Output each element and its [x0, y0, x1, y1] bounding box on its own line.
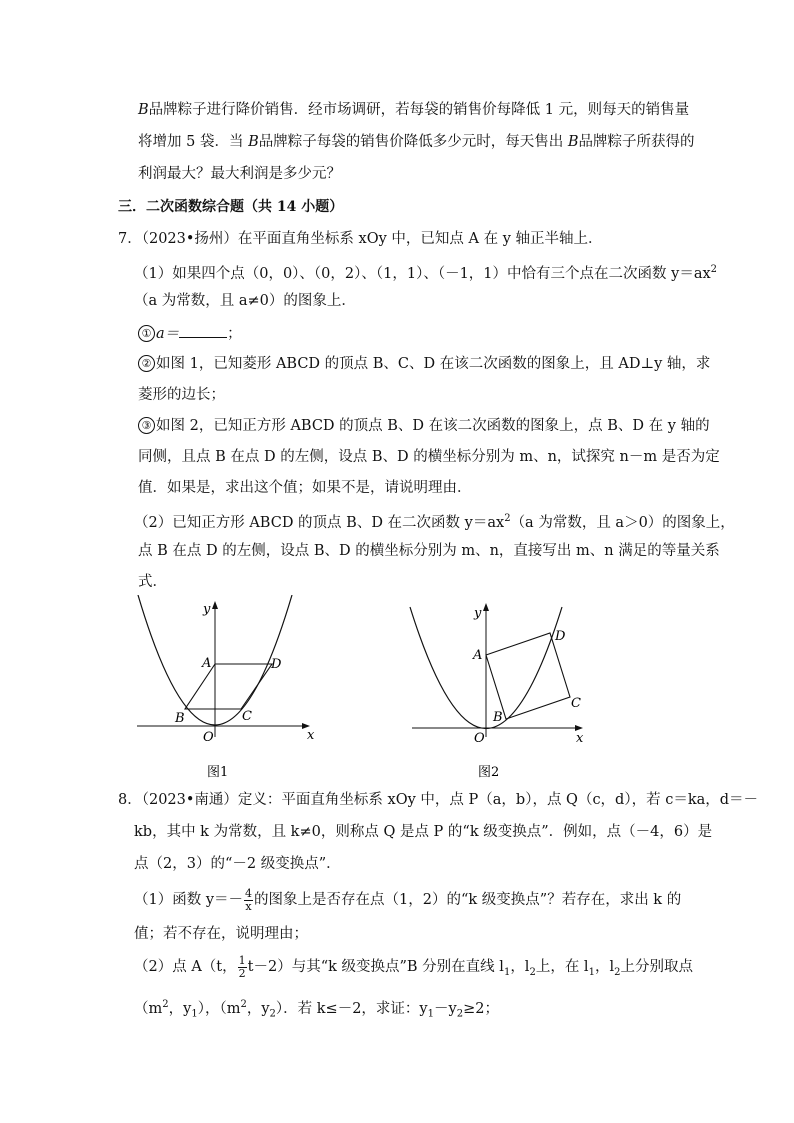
- text: 点（2，3）的“－2 级变换点”．: [134, 856, 341, 872]
- answer-blank[interactable]: [179, 323, 227, 338]
- q7-line-12: [138, 573, 167, 591]
- text: kb，其中 k 为常数，且 k≠0，则称点 Q 是点 P 的“k 级变换点”．例如，点（－4，6）是: [134, 824, 713, 840]
- text: B: [138, 102, 149, 118]
- figure-1-caption: 图1: [207, 765, 229, 780]
- q7-line-6: [138, 386, 225, 404]
- circled-number: ①: [138, 325, 155, 342]
- text: t－2）与其“k 级变换点”B 分别在直线 l: [247, 959, 504, 975]
- text: 利润最大？最大利润是多少元？: [138, 166, 341, 182]
- text: 7．（2023•扬州）在平面直角坐标系 xOy 中，已知点 A 在 y 轴正半轴上．: [118, 231, 603, 247]
- point-a-label: A: [473, 648, 483, 663]
- text: （m: [134, 1000, 163, 1017]
- text: 如图 1，已知菱形 ABCD 的顶点 B、C、D 在该二次函数的图象上，且 AD⊥y 轴，求: [156, 356, 711, 372]
- q7-line-10: [134, 510, 735, 532]
- subscript: 2: [456, 1008, 464, 1020]
- circled-number: ③: [138, 417, 155, 434]
- origin-label: O: [474, 731, 485, 746]
- q7-line-3: [134, 292, 356, 310]
- subscript: 2: [614, 966, 621, 978]
- figure-1: [125, 595, 325, 785]
- point-c-label: C: [242, 709, 252, 724]
- text: （2）点 A（t，: [134, 959, 237, 975]
- numerator: 1: [238, 953, 246, 967]
- subscript: 1: [191, 1008, 198, 1020]
- q8-line-2: [134, 823, 712, 841]
- denominator: x: [245, 899, 252, 913]
- text: 值．如果是，求出这个值；如果不是，请说明理由．: [138, 480, 472, 496]
- text: 品牌粽子每袋的销售价降低多少元时，每天售出: [258, 134, 568, 150]
- text: a＝: [156, 326, 180, 342]
- point-b-label: B: [175, 711, 185, 726]
- text: 同侧，且点 B 在点 D 的左侧，设点 B、D 的横坐标分别为 m、n，试探究 n－m 是否为定: [138, 449, 720, 465]
- text: ，l: [510, 959, 530, 975]
- point-d-label: D: [555, 629, 566, 644]
- square-abcd: [486, 633, 570, 719]
- superscript: 2: [240, 999, 247, 1010]
- superscript: 2: [162, 999, 169, 1010]
- point-c-label: C: [571, 696, 581, 711]
- figure-2: [400, 595, 600, 785]
- x-axis-label: x: [576, 731, 584, 746]
- q8-line-5: [134, 925, 308, 943]
- q8-line-1: [118, 791, 758, 809]
- denominator: 2: [238, 966, 246, 980]
- subscript: 1: [427, 1008, 434, 1020]
- point-a-label: A: [202, 656, 212, 671]
- q7-line-1: [118, 230, 603, 248]
- point-d-label: D: [271, 657, 282, 672]
- text: 品牌粽子进行降价销售．经市场调研，若每袋的销售价每降低 1 元，则每天的销售量: [148, 102, 690, 118]
- figure-2-caption: 图2: [478, 765, 500, 780]
- fraction: [238, 955, 247, 980]
- q7-line-5: [138, 355, 710, 373]
- q7-line-8: [138, 448, 720, 466]
- text: 如图 2，已知正方形 ABCD 的顶点 B、D 在该二次函数的图象上，点 B、D 在 y 轴的: [156, 418, 710, 434]
- text: ），（m: [197, 1000, 241, 1017]
- fraction: [244, 888, 253, 913]
- text: 8．（2023•南通）定义：平面直角坐标系 xOy 中，点 P（a，b），点 Q（c，d），若 c＝ka，d＝－: [118, 792, 759, 808]
- superscript: 2: [504, 513, 511, 524]
- subscript: 1: [588, 966, 595, 978]
- subscript: 1: [503, 966, 511, 978]
- text: （a 为常数，且 a≠0）的图象上．: [134, 293, 356, 309]
- numerator: 4: [245, 886, 253, 900]
- text: ≥2；: [463, 1000, 499, 1017]
- q7-line-9: [138, 479, 472, 497]
- text: 将增加 5 袋．当: [138, 134, 249, 150]
- text: ，l: [594, 959, 615, 975]
- text: 值；若不存在，说明理由；: [134, 926, 308, 942]
- text: 的图象上是否存在点（1，2）的“k 级变换点”？若存在，求出 k 的: [254, 892, 682, 908]
- q8-line-7: [134, 996, 499, 1024]
- text: ，y: [246, 1000, 270, 1017]
- q8-line-4: [134, 885, 681, 915]
- origin-label: O: [203, 730, 214, 745]
- text: ）．若 k≤－2，求证：y: [275, 1000, 428, 1017]
- text: 式．: [138, 574, 167, 590]
- text: 点 B 在点 D 的左侧，设点 B、D 的横坐标分别为 m、n，直接写出 m、n 满足的等量关系: [138, 543, 720, 559]
- point-b-label: B: [493, 710, 503, 725]
- y-axis-label: y: [203, 602, 211, 617]
- prev-line-3: [138, 165, 341, 183]
- text: －y: [434, 1000, 457, 1017]
- text: ；: [227, 326, 242, 342]
- text: 上，在 l: [535, 959, 589, 975]
- text: 上分别取点: [620, 959, 693, 975]
- x-axis-label: x: [307, 728, 315, 743]
- text: 三．二次函数综合题（共 14 小题）: [118, 199, 344, 215]
- text: ，y: [168, 1000, 192, 1017]
- q7-line-11: [138, 542, 720, 560]
- y-axis-label: y: [474, 606, 482, 621]
- q8-line-3: [134, 855, 341, 873]
- text: （a 为常数，且 a＞0）的图象上，: [510, 514, 735, 531]
- text: （1）如果四个点（0，0）、（0，2）、（1，1）、（－1，1）中恰有三个点在二次函数 y＝ax: [134, 265, 711, 282]
- subscript: 2: [269, 1008, 276, 1020]
- section-heading: [118, 198, 343, 216]
- subscript: 2: [529, 966, 536, 978]
- prev-line-1: [138, 101, 689, 119]
- text: B: [567, 134, 579, 150]
- text: 菱形的边长；: [138, 387, 225, 403]
- q7-line-7: [138, 417, 710, 435]
- text: 品牌粽子所获得的: [578, 134, 695, 150]
- q8-line-6: [134, 952, 693, 988]
- prev-line-2: [138, 133, 694, 151]
- superscript: 2: [710, 264, 718, 275]
- y-axis-arrow: [212, 601, 218, 609]
- q7-line-2: [134, 261, 717, 283]
- rhombus-abcd: [185, 664, 272, 709]
- q7-line-4: [138, 323, 242, 343]
- text: （1）函数 y＝－: [134, 892, 244, 908]
- circled-number: ②: [138, 355, 155, 372]
- text: （2）已知正方形 ABCD 的顶点 B、D 在二次函数 y＝ax: [134, 514, 505, 531]
- y-axis-arrow: [483, 603, 489, 611]
- text: B: [248, 134, 259, 150]
